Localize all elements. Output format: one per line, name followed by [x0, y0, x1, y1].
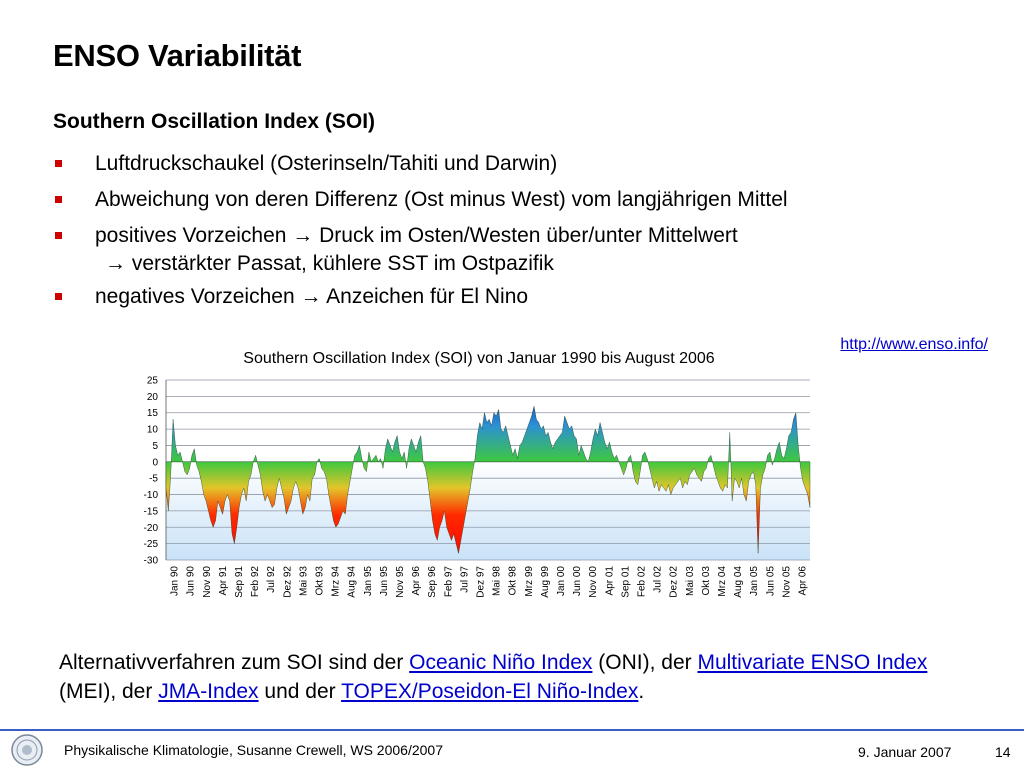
x-tick-label: Sep 01	[620, 566, 632, 598]
footer-divider	[0, 729, 1024, 731]
bullet-marker	[55, 196, 62, 203]
y-axis	[144, 376, 166, 567]
y-tick-label: 20	[146, 391, 158, 403]
x-axis	[170, 566, 809, 598]
x-tick-label: Aug 94	[346, 566, 358, 598]
bullet-item	[53, 279, 788, 315]
x-tick-label: Mai 03	[684, 566, 696, 597]
bullet-text: Luftdruckschaukel (Osterinseln/Tahiti und Darwin)	[95, 152, 558, 175]
x-tick-label: Dez 92	[282, 566, 294, 598]
university-seal-icon	[10, 733, 44, 767]
x-tick-label: Mai 93	[298, 566, 310, 597]
chart-title: Southern Oscillation Index (SOI) von Januar 1990 bis August 2006	[243, 350, 715, 367]
bullet-list	[53, 146, 788, 315]
bullet-marker	[55, 160, 62, 167]
x-tick-label: Nov 90	[201, 566, 213, 598]
x-tick-label: Aug 99	[539, 566, 551, 598]
x-tick-label: Feb 02	[636, 566, 648, 598]
alternatives-paragraph	[59, 648, 989, 706]
topex-link[interactable]: TOPEX/Poseidon-El Niño-Index	[341, 680, 639, 703]
x-tick-label: Jan 95	[362, 566, 374, 597]
x-tick-label: Sep 96	[427, 566, 439, 598]
bullet-continuation: → verstärkter Passat, kühlere SST im Ostpazifik	[105, 252, 554, 275]
para-text: (MEI), der	[59, 680, 159, 703]
bullet-text: negatives Vorzeichen → Anzeichen für El Nino	[95, 285, 529, 308]
y-tick-label: -20	[143, 522, 158, 534]
bullet-text: Abweichung von deren Differenz (Ost minus West) vom langjährigen Mittel	[95, 188, 788, 211]
slide-title: ENSO Variabilität	[53, 38, 302, 73]
x-tick-label: Apr 01	[604, 566, 616, 596]
x-tick-label: Jun 05	[765, 566, 777, 597]
x-tick-label: Jul 92	[266, 566, 278, 593]
x-tick-label: Okt 98	[507, 566, 519, 596]
bullet-item	[53, 146, 788, 182]
page-number: 14	[995, 744, 1011, 760]
x-tick-label: Feb 97	[443, 566, 455, 598]
y-tick-label: 5	[152, 440, 158, 452]
x-tick-label: Jun 00	[572, 566, 584, 597]
x-tick-label: Jul 97	[459, 566, 471, 593]
y-tick-label: -5	[149, 473, 158, 485]
y-tick-label: 10	[146, 424, 158, 436]
para-text: und der	[258, 680, 342, 703]
x-tick-label: Nov 05	[781, 566, 793, 598]
para-text: Alternativverfahren zum SOI sind der	[59, 651, 410, 674]
para-text: (ONI), der	[592, 651, 698, 674]
y-tick-label: -15	[143, 506, 158, 518]
y-tick-label: -25	[143, 539, 158, 551]
x-tick-label: Jan 90	[169, 566, 181, 597]
x-tick-label: Okt 93	[314, 566, 326, 596]
x-tick-label: Jun 95	[378, 566, 390, 597]
y-tick-label: -10	[143, 490, 158, 502]
x-tick-label: Feb 92	[250, 566, 262, 598]
x-tick-label: Mai 98	[491, 566, 503, 597]
bullet-marker	[55, 232, 62, 239]
y-tick-label: -30	[143, 555, 158, 567]
oni-link[interactable]: Oceanic Niño Index	[409, 651, 593, 674]
x-tick-label: Mrz 99	[523, 566, 535, 597]
mei-link[interactable]: Multivariate ENSO Index	[697, 651, 928, 674]
footer-course: Physikalische Klimatologie, Susanne Crewell, WS 2006/2007	[64, 742, 443, 758]
x-tick-label: Dez 02	[668, 566, 680, 598]
y-tick-label: 0	[152, 457, 158, 469]
y-tick-label: 15	[146, 408, 158, 420]
slide-subtitle: Southern Oscillation Index (SOI)	[53, 110, 376, 133]
x-tick-label: Nov 00	[588, 566, 600, 598]
x-tick-label: Aug 04	[733, 566, 745, 598]
jma-index-link[interactable]: JMA-Index	[158, 680, 259, 703]
para-text: .	[638, 680, 645, 703]
x-tick-label: Nov 95	[394, 566, 406, 598]
x-tick-label: Sep 91	[233, 566, 245, 598]
x-tick-label: Dez 97	[475, 566, 487, 598]
x-tick-label: Mrz 04	[716, 566, 728, 597]
x-tick-label: Jun 90	[185, 566, 197, 597]
bullet-item	[53, 182, 788, 218]
x-tick-label: Apr 91	[217, 566, 229, 596]
x-tick-label: Jan 05	[749, 566, 761, 597]
x-tick-label: Okt 03	[700, 566, 712, 596]
x-tick-label: Apr 96	[411, 566, 423, 596]
footer-date: 9. Januar 2007	[858, 744, 952, 760]
x-tick-label: Apr 06	[797, 566, 809, 596]
enso-info-link[interactable]: http://www.enso.info/	[840, 336, 988, 353]
bullet-marker	[55, 293, 62, 300]
y-tick-label: 25	[146, 375, 158, 387]
x-tick-label: Jul 02	[652, 566, 664, 593]
x-tick-label: Mrz 94	[330, 566, 342, 597]
x-tick-label: Jan 00	[555, 566, 567, 597]
soi-chart	[118, 338, 818, 610]
bullet-text: positives Vorzeichen → Druck im Osten/Westen über/unter Mittelwert	[95, 224, 738, 247]
bullet-item	[53, 218, 788, 279]
